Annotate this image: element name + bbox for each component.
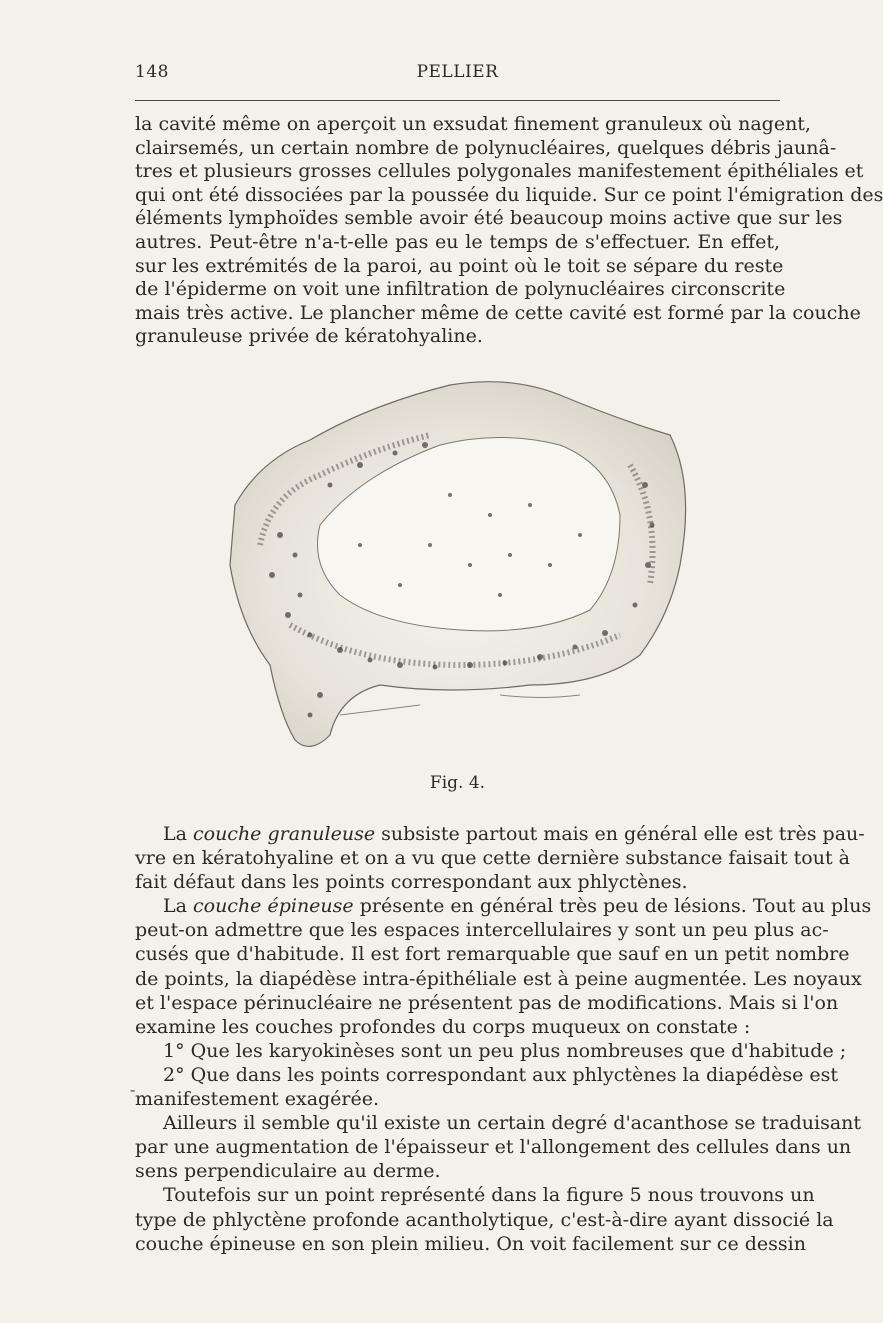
text-line: manifestement exagérée. xyxy=(135,1088,380,1111)
italic-term: couche granuleuse xyxy=(192,823,376,845)
text-line: La couche épineuse présente en général très peu de lésions. Tout au plus xyxy=(163,895,872,918)
text-line: qui ont été dissociées par la poussée du liquide. Sur ce point l'émigration des xyxy=(135,183,883,206)
text-line: peut-on admettre que les espaces intercellulaires y sont un peu plus ac- xyxy=(135,919,829,942)
text-line: éléments lymphoïdes semble avoir été beaucoup moins active que sur les xyxy=(135,207,843,230)
list-item: 2° Que dans les points correspondant aux phlyctènes la diapédèse est xyxy=(163,1063,838,1086)
text-line: fait défaut dans les points correspondant aux phlyctènes. xyxy=(135,871,688,894)
dermis-strands xyxy=(340,695,580,715)
text-line: par une augmentation de l'épaisseur et l'allongement des cellules dans un xyxy=(135,1136,852,1159)
text-line: Ailleurs il semble qu'il existe un certain degré d'acanthose se traduisant xyxy=(163,1112,862,1135)
figure-caption: Fig. 4. xyxy=(429,773,486,793)
text-line: clairsemés, un certain nombre de polynucléaires, quelques débris jaunâ- xyxy=(135,136,837,159)
paragraph-cavity-description xyxy=(135,113,883,349)
text-line: granuleuse privée de kératohyaline. xyxy=(135,325,483,348)
page-header xyxy=(135,62,780,88)
text-line: Toutefois sur un point représenté dans la figure 5 nous trouvons un xyxy=(163,1184,815,1207)
text-line: sur les extrémités de la paroi, au point où le toit se sépare du reste xyxy=(135,254,784,277)
text-line: et l'espace périnucléaire ne présentent pas de modifications. Mais si l'on xyxy=(135,991,839,1014)
page-number: 148 xyxy=(135,62,169,82)
text-line: de l'épiderme on voit une infiltration de polynucléaires circonscrite xyxy=(135,278,786,301)
body-text xyxy=(135,822,872,1256)
italic-term: couche épineuse xyxy=(192,895,354,918)
text-line: sens perpendiculaire au derme. xyxy=(135,1160,441,1183)
text-line: autres. Peut-être n'a-t-elle pas eu le temps de s'effectuer. En effet, xyxy=(135,230,780,253)
header-rule xyxy=(135,100,780,101)
text-line: tres et plusieurs grosses cellules polygonales manifestement épithéliales et xyxy=(135,160,864,183)
text-line: cusés que d'habitude. Il est fort remarquable que sauf en un petit nombre xyxy=(135,943,850,966)
running-head: PELLIER xyxy=(416,62,499,82)
text-line: La couche granuleuse subsiste partout mais en général elle est très pau- xyxy=(163,823,865,845)
text-line: examine les couches profondes du corps muqueux on constate : xyxy=(135,1015,751,1038)
histology-figure xyxy=(200,365,700,765)
text-line: type de phlyctène profonde acantholytique, c'est-à-dire ayant dissocié la xyxy=(135,1208,834,1231)
text-line: la cavité même on aperçoit un exsudat finement granuleux où nagent, xyxy=(135,113,811,135)
margin-mark: - xyxy=(130,1080,136,1099)
text-line: vre en kératohyaline et on a vu que cette dernière substance faisait tout à xyxy=(135,847,850,870)
list-item: 1° Que les karyokinèses sont un peu plus nombreuses que d'habitude ; xyxy=(163,1039,847,1062)
text-line: couche épineuse en son plein milieu. On voit facilement sur ce dessin xyxy=(135,1232,806,1255)
text-line: de points, la diapédèse intra-épithéliale est à peine augmentée. Les noyaux xyxy=(135,967,862,990)
text-line: mais très active. Le plancher même de cette cavité est formé par la couche xyxy=(135,301,861,324)
